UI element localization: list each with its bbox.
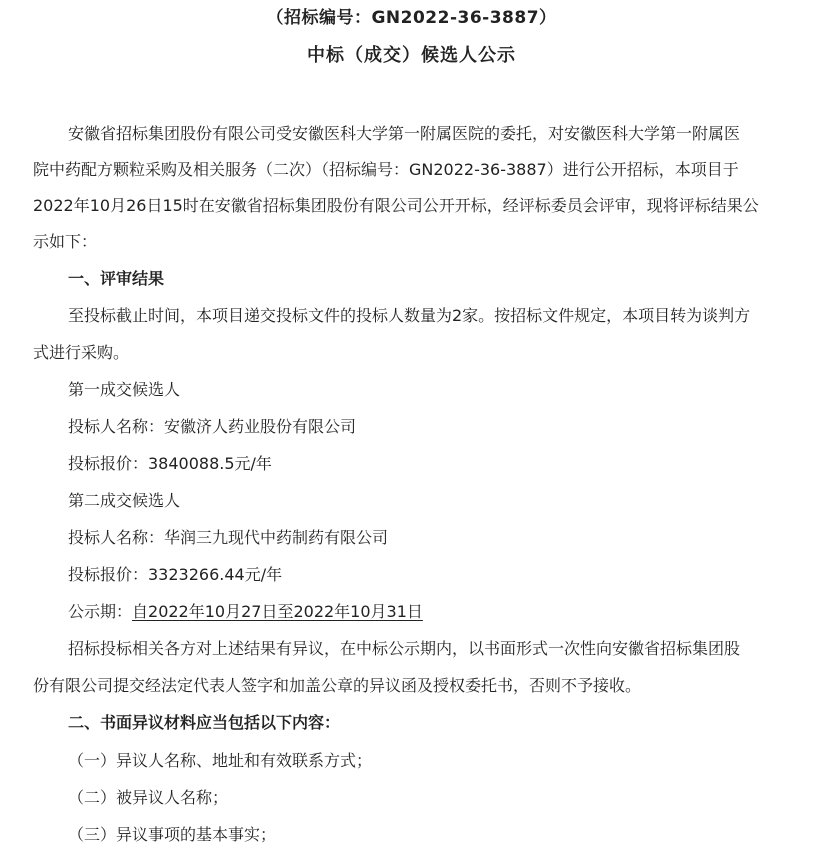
- objection-item: （二）被异议人名称；: [68, 788, 229, 807]
- publicity-period-label: 公示期：: [68, 602, 133, 621]
- second-candidate-price: 投标报价：3323266.44元/年: [68, 565, 283, 584]
- publicity-period-dates: 自2022年10月27日至2022年10月31日: [132, 602, 423, 621]
- objection-item: （一）异议人名称、地址和有效联系方式；: [68, 751, 373, 770]
- intro-line: 安徽省招标集团股份有限公司受安徽医科大学第一附属医院的委托，对安徽医科大学第一附属医: [68, 124, 741, 143]
- intro-line: 2022年10月26日15时在安徽省招标集团股份有限公司公开开标，经评标委员会评审，现将评标结果公: [33, 196, 759, 215]
- objection-item: （三）异议事项的基本事实；: [68, 825, 277, 844]
- second-candidate-label: 第二成交候选人: [68, 491, 181, 510]
- first-candidate-name: 投标人名称：安徽济人药业股份有限公司: [68, 417, 357, 436]
- section-heading-review-result: 一、评审结果: [68, 269, 165, 288]
- first-candidate-label: 第一成交候选人: [68, 380, 181, 399]
- intro-line: 示如下：: [33, 232, 98, 251]
- objection-line: 招标投标相关各方对上述结果有异议，在中标公示期内，以书面形式一次性向安徽省招标集团股: [68, 639, 741, 658]
- page-title: 中标（成交）候选人公示: [307, 45, 516, 66]
- first-candidate-price: 投标报价：3840088.5元/年: [68, 454, 272, 473]
- objection-line: 份有限公司提交经法定代表人签字和加盖公章的异议函及授权委托书，否则不予接收。: [33, 676, 642, 695]
- summary-line: 式进行采购。: [33, 343, 130, 362]
- second-candidate-name: 投标人名称：华润三九现代中药制药有限公司: [68, 528, 389, 547]
- publicity-period-row: [68, 602, 423, 622]
- bid-number-heading: （招标编号：GN2022-36-3887）: [266, 8, 557, 28]
- intro-line: 院中药配方颗粒采购及相关服务（二次）（招标编号：GN2022-36-3887）进行公开招标，本项目于: [33, 160, 739, 179]
- section-heading-objection-materials: 二、书面异议材料应当包括以下内容：: [68, 713, 341, 732]
- summary-line: 至投标截止时间，本项目递交投标文件的投标人数量为2家。按招标文件规定，本项目转为谈判方: [68, 306, 751, 325]
